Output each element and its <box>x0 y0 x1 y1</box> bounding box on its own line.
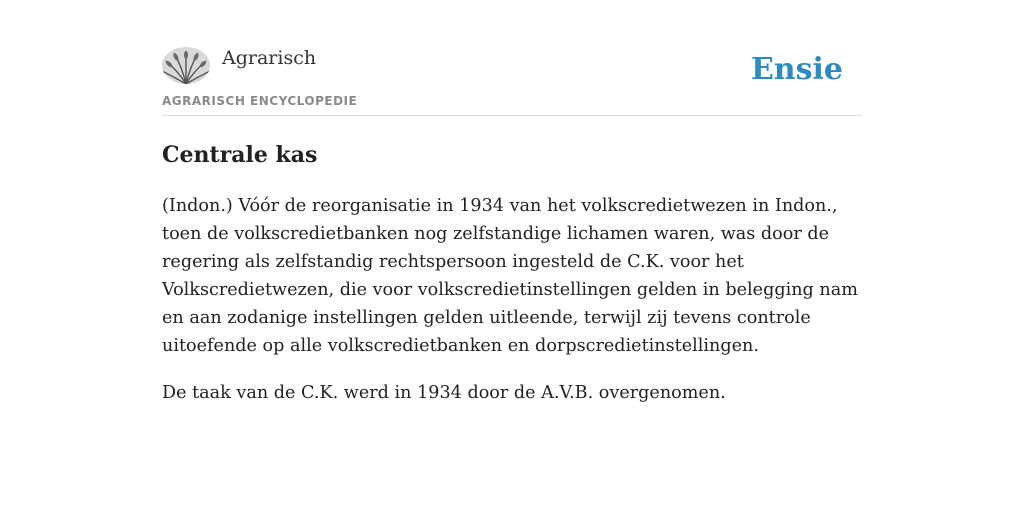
article-paragraph: (Indon.) Vóór de reorganisatie in 1934 van het volkscredietwezen in Indon., toen de volkscredietbanken nog zelfstandige lichamen waren, was door de regering als zelfstandig rechtspersoon ingesteld de C.K. voor het Volkscredietwezen, die voor volkscredietinstellingen gelden in belegging nam en aan zodanige instellingen gelden uitleende, terwijl zij tevens controle uitoefende op alle volkscredietbanken en dorpscredietinstellingen. <box>162 196 858 356</box>
article-paragraph: De taak van de C.K. werd in 1934 door de A.V.B. overgenomen. <box>162 383 726 403</box>
site-header <box>162 44 862 116</box>
article-body <box>162 192 862 426</box>
brand-logo-link[interactable]: Ensie <box>750 52 843 87</box>
article-title: Centrale kas <box>162 142 318 168</box>
site-name[interactable]: Agrarisch <box>222 47 317 69</box>
site-subtitle: AGRARISCH ENCYCLOPEDIE <box>162 94 358 108</box>
wheat-logo-icon <box>162 47 210 84</box>
site-logo-link[interactable] <box>162 47 210 84</box>
